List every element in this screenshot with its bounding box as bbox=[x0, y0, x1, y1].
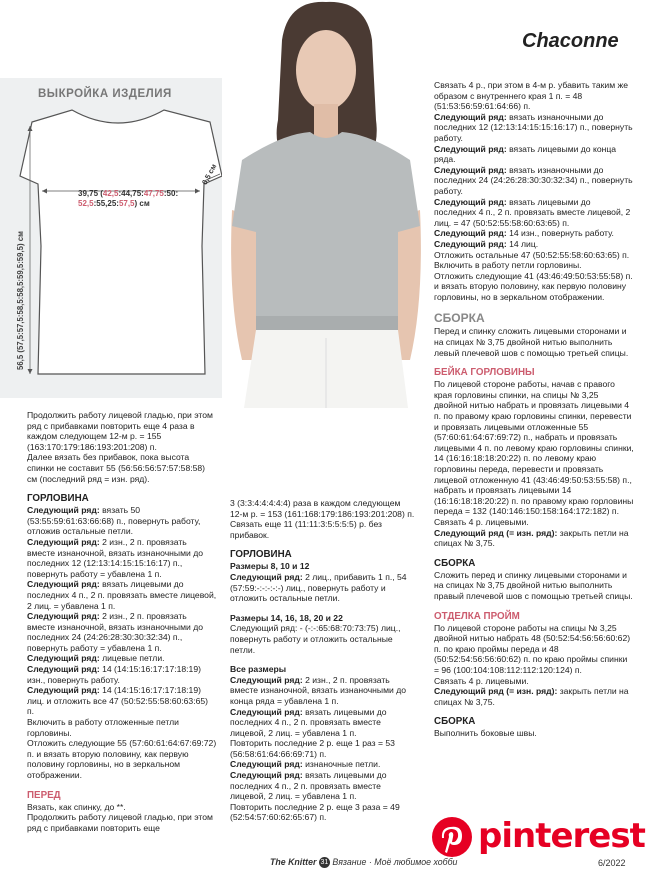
row-text: вязать изнаночными до последних 12 (12:13:14:15:15:16:17) п., повернуть работу. bbox=[434, 111, 633, 143]
footer bbox=[270, 857, 457, 868]
row-text: вязать 50 (53:55:59:61:63:66:68) п., повернуть работу, отложив остальные петли. bbox=[27, 505, 201, 537]
row-text: изнаночные петли. bbox=[302, 759, 381, 770]
row-label: Следующий ряд: bbox=[230, 759, 303, 770]
paragraph: Сложить перед и спинку лицевыми сторонами и на спицах № 3,75 двойной нитью выполнить правый плечевой шов с помощью третьей спицы. bbox=[434, 569, 633, 601]
row-text: 14 изн., повернуть работу. bbox=[506, 228, 614, 239]
width-label-part: :44,75: bbox=[118, 189, 144, 198]
paragraph: Повторить последние 2 р. еще 3 раза = 49 (52:54:57:60:62:65:67) п. bbox=[230, 801, 400, 823]
row-label: Следующий ряд: bbox=[27, 505, 100, 516]
row-text: 2 изн., 2 п. провязать вместе изнаночной, вязать изнаночными до последних 24 (24:26:28:30:30:32:34) п., повернуть работу = убавлена 1 п. bbox=[27, 611, 203, 653]
pinterest-wordmark: pinterest bbox=[478, 816, 645, 856]
section-heading-armholes: ОТДЕЛКА ПРОЙМ bbox=[434, 610, 520, 622]
width-label-part: 57,5 bbox=[118, 198, 135, 208]
paragraph: По лицевой стороне работы, начав с правого края горловины спинки, на спицы № 3,25 двойной нитью набрать и провязать лицевыми 4 п. по правому краю горловины спинки, перевести и провязать лицевыми отложенные 55 (57:60:61:64:67:69:72) п., набрать и провязать лицевыми 4 п. по левому краю горловины спинки, 14 (16:16:18:18:20:22) п. по левому краю горловины переда, перевести и провязать лицевой отложенную 41 (43:46:49:50:53:55:58) п., набрать и провязать лицевыми 14 (16:16:18:18:20:22) п. по правому краю горловины переда = 132 (140:146:150:158:164:172:182) п. bbox=[434, 379, 634, 517]
schematic-title: ВЫКРОЙКА ИЗДЕЛИЯ bbox=[38, 88, 172, 100]
row-text: лицевые петли. bbox=[99, 653, 165, 664]
section-heading: ГОРЛОВИНА bbox=[27, 493, 89, 505]
row-label: Следующий ряд: bbox=[434, 238, 507, 249]
instruction-row bbox=[434, 239, 634, 250]
instruction-row bbox=[27, 537, 217, 579]
row-label: Следующий ряд: bbox=[27, 653, 100, 664]
section-heading: ГОРЛОВИНА bbox=[230, 549, 292, 561]
row-text: вязать лицевыми до последних 4 п., 2 п. провязать вместе лицевой, 2 лиц. = убавлена 1 п. bbox=[230, 706, 387, 738]
width-label-part: 42,5 bbox=[102, 189, 119, 198]
garment-outline bbox=[0, 78, 232, 398]
paragraph: Отложить остальные 47 (50:52:55:58:60:63:65) п. bbox=[434, 249, 630, 260]
row-text: вязать лицевыми до последних 4 п., 2 п. провязать вместе лицевой, 2 лиц. = 47 (50:52:55:58:60:63:65) п. bbox=[434, 196, 631, 228]
row-text: закрыть петли на спицах № 3,75. bbox=[434, 527, 629, 549]
row-text: 2 изн., 2 п. провязать вместе изнаночной, вязать изнаночными до конца ряда = убавлена 1 п. bbox=[230, 674, 406, 706]
instruction-row bbox=[27, 653, 217, 664]
instruction-row bbox=[434, 197, 634, 229]
width-label-part: 39,75 ( bbox=[78, 189, 103, 198]
row-text: вязать изнаночными до последних 24 (24:26:28:30:30:32:34) п., повернуть работу. bbox=[434, 164, 633, 196]
paragraph: Выполнить боковые швы. bbox=[434, 728, 537, 739]
paragraph: Следующий ряд: - (-:-:65:68:70:73:75) лиц., повернуть работу и отложить остальные петли. bbox=[230, 623, 401, 655]
row-label: Следующий ряд: bbox=[27, 685, 100, 696]
paragraph: Отложить следующие 55 (57:60:61:64:67:69:72) п. и вязать вторую половину, как первую половину горловины, но в зеркальном отображении. bbox=[27, 738, 217, 780]
row-text: 2 изн., 2 п. провязать вместе изнаночной, вязать изнаночными до последних 12 (12:13:14:15:15:16:17) п., повернуть работу = убавлена 1 п. bbox=[27, 536, 203, 579]
magazine-tagline: Вязание · Моё любимое хобби bbox=[332, 857, 458, 867]
instruction-row bbox=[27, 685, 217, 717]
row-label: Следующий ряд: bbox=[27, 611, 100, 622]
instruction-row bbox=[230, 572, 415, 604]
row-text: вязать лицевыми до последних 4 п., 2 п. провязать вместе лицевой, 2 лиц. = убавлена 1 п. bbox=[27, 579, 217, 611]
row-label: Следующий ряд: bbox=[230, 674, 303, 685]
instruction-row bbox=[230, 759, 415, 770]
instruction-row bbox=[27, 611, 217, 653]
width-label-part: ) см bbox=[134, 198, 150, 208]
paragraph: Включить в работу отложенные петли горловины. bbox=[27, 717, 179, 738]
paragraph: Связать 4 р., при этом в 4-м р. убавить таким же образом с внутреннего края 1 п. = 48 (51:53:56:59:61:64:66) п. bbox=[434, 80, 629, 112]
row-label: Следующий ряд: bbox=[434, 143, 507, 154]
row-text: закрыть петли на спицах № 3,75. bbox=[434, 686, 629, 707]
sleeve-measure-label: 6,5 см bbox=[200, 162, 219, 187]
row-label: Следующий ряд: bbox=[434, 196, 507, 207]
row-label: Следующий ряд: bbox=[27, 579, 100, 590]
paragraph: Связать 4 р. лицевыми. bbox=[434, 516, 529, 527]
section-heading-assembly: СБОРКА bbox=[434, 311, 485, 326]
row-text: вязать лицевыми до последних 4 п., 2 п. провязать вместе лицевой, 2 лиц. = убавлена 1 п. bbox=[230, 770, 387, 802]
row-label: Следующий ряд: bbox=[27, 536, 100, 547]
width-measure-label bbox=[78, 189, 188, 208]
row-label: Следующий ряд: bbox=[230, 706, 303, 717]
row-text: 14 (14:15:16:17:17:18:19) лиц. и отложить все 47 (50:52:55:58:60:63:65) п. bbox=[27, 685, 209, 717]
row-label: Следующий ряд: bbox=[434, 164, 507, 175]
instruction-row bbox=[27, 579, 217, 611]
paragraph: Продолжить работу лицевой гладью, при этом ряд с прибавками повторить еще bbox=[27, 812, 213, 833]
width-label-part: 47,75 bbox=[143, 189, 164, 198]
paragraph: Отложить следующие 41 (43:46:49:50:53:55:58) п. и вязать вторую половину, как первую половину горловины, но в зеркальном отображении. bbox=[434, 270, 633, 302]
row-label: Следующий ряд: bbox=[230, 571, 303, 582]
row-label: Следующий ряд (= изн. ряд): bbox=[434, 686, 558, 697]
paragraph: Перед и спинку сложить лицевыми сторонами и на спицах № 3,75 двойной нитью выполнить левый плечевой шов с помощью третьей спицы. bbox=[434, 326, 629, 358]
row-label: Следующий ряд: bbox=[230, 770, 303, 781]
row-text: вязать лицевыми до конца ряда. bbox=[434, 143, 617, 165]
row-label: Следующий ряд: bbox=[434, 111, 507, 122]
text-column-left bbox=[27, 410, 217, 833]
pinterest-watermark bbox=[424, 812, 658, 862]
section-heading: СБОРКА bbox=[434, 557, 476, 569]
instruction-row bbox=[434, 686, 634, 707]
size-subheading: Размеры 8, 10 и 12 bbox=[230, 561, 310, 572]
instruction-row bbox=[27, 505, 217, 537]
section-heading-front: ПЕРЕД bbox=[27, 789, 61, 801]
instruction-row bbox=[434, 528, 634, 549]
instruction-row bbox=[434, 228, 634, 239]
pinterest-logo-icon bbox=[430, 815, 474, 859]
width-label-part: 52,5 bbox=[78, 198, 94, 208]
width-label-part: :55,25: bbox=[93, 198, 119, 208]
length-measure-label: 56,5 (57,5:57,5:58,5:58,5:59,5:59,5) см bbox=[16, 231, 25, 370]
size-subheading: Все размеры bbox=[230, 664, 287, 675]
schematic-panel bbox=[0, 78, 232, 398]
instruction-row bbox=[230, 675, 415, 707]
row-label: Следующий ряд: bbox=[434, 228, 507, 239]
paragraph: Вязать, как спинку, до **. bbox=[27, 801, 126, 812]
magazine-name: The Knitter bbox=[270, 857, 317, 867]
section-heading-neckband: БЕЙКА ГОРЛОВИНЫ bbox=[434, 367, 535, 379]
paragraph: Связать 4 р. лицевыми. bbox=[434, 675, 529, 686]
paragraph: Далее вязать без прибавок, пока высота спинки не составит 55 (56:56:56:57:57:58:58) см (последний ряд = изн. ряд). bbox=[27, 452, 206, 484]
instruction-row bbox=[434, 112, 634, 144]
row-label: Следующий ряд: bbox=[27, 664, 100, 675]
instruction-row bbox=[230, 770, 415, 802]
text-column-middle bbox=[230, 498, 415, 823]
row-label: Следующий ряд (= изн. ряд): bbox=[434, 527, 558, 538]
instruction-row bbox=[434, 144, 634, 165]
page-number: 31 bbox=[320, 859, 329, 867]
paragraph: 3 (3:3:4:4:4:4:4) раза в каждом следующем 12-м р. = 153 (161:168:179:186:193:201:208) п. Связать еще 11 (11:11:3:5:5:5:5) р. без прибавок. bbox=[230, 498, 415, 540]
width-label-part: :50: bbox=[163, 189, 179, 198]
instruction-row bbox=[434, 165, 634, 197]
paragraph: Повторить последние 2 р. еще 1 раз = 53 (56:58:61:64:66:69:71) п. bbox=[230, 738, 395, 759]
instruction-row bbox=[27, 664, 217, 685]
brand-title: Chaconne bbox=[522, 30, 619, 52]
text-column-right bbox=[434, 80, 634, 739]
paragraph: Включить в работу петли горловины. bbox=[434, 260, 582, 271]
size-subheading: Размеры 14, 16, 18, 20 и 22 bbox=[230, 612, 343, 623]
paragraph: Продолжить работу лицевой гладью, при этом ряд с прибавками повторить еще 4 раза в каждом следующем 12-м р. = 155 (163:170:179:186:193:201:208) п. bbox=[27, 410, 213, 452]
row-text: 14 лиц. bbox=[506, 238, 539, 249]
instruction-row bbox=[230, 707, 415, 739]
model-illustration bbox=[222, 0, 430, 408]
row-text: 2 лиц., прибавить 1 п., 54 (57:59:-:-:-:-:-) лиц., повернуть работу и отложить остальные петли. bbox=[230, 571, 407, 604]
paragraph: По лицевой стороне работы на спицы № 3,25 двойной нитью набрать 48 (50:52:54:56:56:60:62) п. по краю проймы переда и 48 (50:52:54:56:56:60:62) п. по краю проймы спинки = 96 (100:104:108:112:112:120:124) п. bbox=[434, 622, 631, 675]
issue-number: 6/2022 bbox=[598, 858, 626, 868]
section-heading: СБОРКА bbox=[434, 716, 476, 728]
model-photo bbox=[222, 0, 430, 408]
row-text: 14 (14:15:16:17:17:18:19) изн., повернуть работу. bbox=[27, 664, 201, 685]
